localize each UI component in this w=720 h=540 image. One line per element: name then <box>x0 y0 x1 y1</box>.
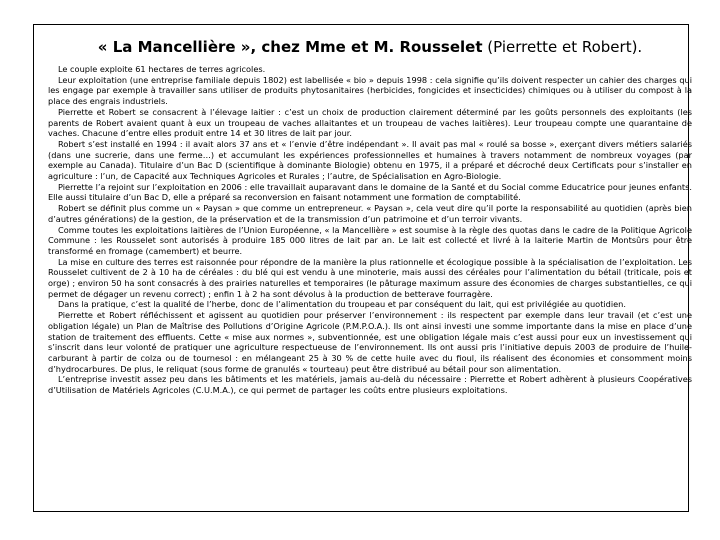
paragraph: Robert s’est installé en 1994 : il avait alors 37 ans et « l’envie d’être indépendant ». Il avait pas mal « roulé sa bosse », exerçant divers métiers salariés (dans une sucrerie, dans une ferme…) et accumulant les expériences professionnelles et humaines à travers notamment de nombreux voyages (par exemple au Canada). Titulaire d’un Bac D (scientifique à dominante Biologie) obtenu en 1975, il a préparé et décroché deux Certificats pour s’installer en agriculture : l’un, de Capacité aux Techniques Agricoles et Rurales ; l’autre, de Spécialisation en Agro-Biologie. <box>48 138 692 182</box>
paragraph: L’entreprise investit assez peu dans les bâtiments et les matériels, jamais au-delà du nécessaire : Pierrette et Robert adhèrent à plusieurs Coopératives d’Utilisation de Matériels Agricoles (C.U.M.A.), ce qui permet de partager les coûts entre plusieurs exploitations. <box>48 374 692 396</box>
paragraph: Pierrette et Robert se consacrent à l’élevage laitier : c’est un choix de production clairement déterminé par les goûts personnels des exploitants (les parents de Robert avaient quant à eux un troupeau de vaches allaitantes et un troupeau de vaches laitières). Leur troupeau compte une quarantaine de vaches. Chacune d’entre elles produit entre 14 et 30 litres de lait par jour. <box>48 106 692 139</box>
paragraph: Robert se définit plus comme un « Paysan » que comme un entrepreneur. « Paysan », cela veut dire qu’il porte la responsabilité au quotidien (après bien d’autres générations) de la gestion, de la préservation et de la transmission d’un patrimoine et d’un terroir vivants. <box>48 203 692 224</box>
paragraph: Dans la pratique, c’est la qualité de l’herbe, donc de l’alimentation du troupeau et par conséquent du lait, qui est privilégiée au quotidien. <box>58 299 626 310</box>
document-body <box>48 64 692 396</box>
title-rest: (Pierrette et Robert). <box>482 38 643 56</box>
paragraph: Pierrette l’a rejoint sur l’exploitation en 2006 : elle travaillait auparavant dans le domaine de la Santé et du Social comme Educatrice pour jeunes enfants. Elle aussi titulaire d’un Bac D, elle a préparé sa reconversion en faisant notamment une formation de comptabilité. <box>48 181 692 203</box>
paragraph: Leur exploitation (une entreprise familiale depuis 1802) est labellisée « bio » depuis 1998 : cela signifie qu’ils doivent respecter un cahier des charges qui les engage par exemple à travailler sans utiliser de produits phytosanitaires (herbicides, fongicides et insecticides) chimiques ou à utiliser du compost à la place des engrais industriels. <box>48 74 692 107</box>
paragraph: Comme toutes les exploitations laitières de l’Union Européenne, « la Mancellière » est soumise à la règle des quotas dans le cadre de la Politique Agricole Commune : les Rousselet sont autorisés à produire 185 000 litres de lait par an. Le lait est collecté et livré à la laiterie Martin de Montsûrs pour être transformé en fromage (camembert) et beurre. <box>48 224 692 256</box>
title-bold: « La Mancellière », chez Mme et M. Rousselet <box>97 38 483 56</box>
document <box>48 38 692 396</box>
document-title <box>48 38 692 56</box>
paragraph: La mise en culture des terres est raisonnée pour répondre de la manière la plus rationnelle et écologique possible à la spécialisation de l’exploitation. Les Rousselet cultivent de 2 à 10 ha de céréales : du blé qui est vendu à une minoterie, mais aussi des céréales pour l’alimentation du bétail (triticale, pois et orge) ; environ 50 ha sont consacrés à des prairies naturelles et temporaires (le pâturage maximum assure des économies de charges substantielles, ce qui permet de dégager un revenu correct) ; enfin 1 à 2 ha sont dévolus à la production de betterave fourragère. <box>48 256 692 299</box>
paragraph: Le couple exploite 61 hectares de terres agricoles. <box>58 64 266 74</box>
paragraph: Pierrette et Robert réfléchissent et agissent au quotidien pour préserver l’environnement : ils respectent par exemple dans leur travail (et c’est une obligation légale) un Plan de Maîtrise des Pollutions d’Origine Agricole (P.M.P.O.A.). Ils ont ainsi investi une somme importante dans la mise en place d’une station de traitement des effluents. Cette « mise aux normes », subventionnée, est une obligation légale mais c’est aussi pour eux un investissement qui s’inscrit dans leur volonté de pratiquer une agriculture respectueuse de l’environnement. Ils ont aussi pris l’initiative depuis 2003 de produire de l’huile-carburant à partir de colza ou de tournesol : en mélangeant 25 à 30 % de cette huile avec du fioul, ils réalisent des économies et consomment moins d’hydrocarbures. De plus, le reliquat (sous forme de granulés « tourteau) peut être distribué au bétail pour son alimentation. <box>48 310 692 374</box>
